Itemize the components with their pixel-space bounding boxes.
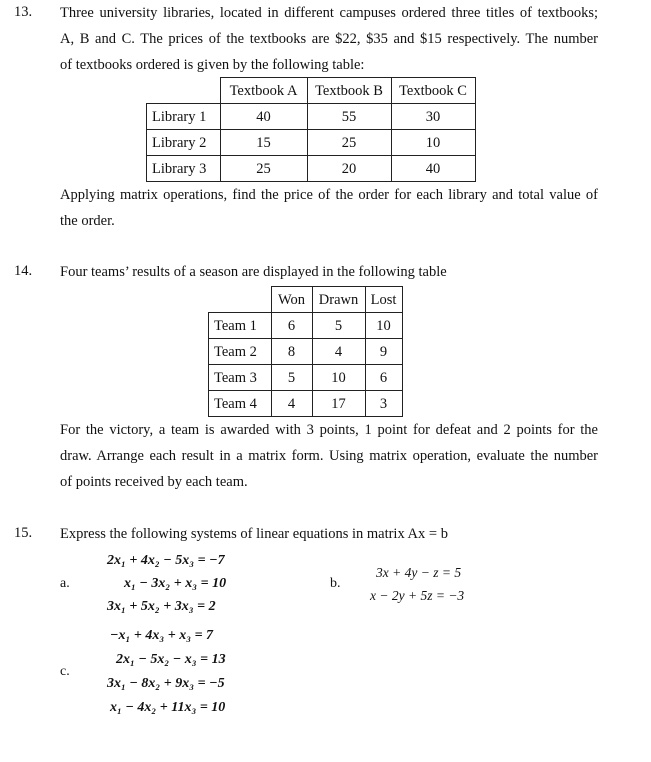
table-cell: 9 xyxy=(365,339,402,365)
equation-b-1: 3x + 4y − z = 5 xyxy=(376,565,462,580)
q14-after-line-1: For the victory, a team is awarded with 3 points, 1 point for defeat and 2 points for the xyxy=(60,422,598,438)
row-label: Team 4 xyxy=(209,391,272,417)
table-cell: 40 xyxy=(391,156,475,182)
question-15-text xyxy=(60,521,598,547)
equation-a-1: 2x₁ + 4x₂ − 5x₃ = −7 xyxy=(107,553,225,568)
table-cell: 8 xyxy=(271,339,312,365)
question-13-instruction xyxy=(60,182,598,234)
equation-c-4: x₁ − 4x₂ + 11x₃ = 10 xyxy=(110,700,226,715)
blank-corner-cell xyxy=(209,287,272,313)
table-row xyxy=(147,156,476,182)
table-header-row xyxy=(209,287,403,313)
table-cell: 55 xyxy=(307,104,391,130)
equation-b-2: x − 2y + 5z = −3 xyxy=(370,588,465,603)
column-header: Drawn xyxy=(312,287,365,313)
q13-after-line-1: Applying matrix operations, find the price of the order for each library and total value of xyxy=(60,187,598,203)
q13-line-2: A, B and C. The prices of the textbooks are $22, $35 and $15 respectively. The number xyxy=(60,31,598,47)
team-results-table xyxy=(208,286,403,417)
column-header: Won xyxy=(271,287,312,313)
table-cell: 20 xyxy=(307,156,391,182)
equation-c-2: 2x₁ − 5x₂ − x₃ = 13 xyxy=(116,652,226,667)
q14-after-line-3: of points received by each team. xyxy=(60,474,248,490)
row-label: Library 3 xyxy=(147,156,221,182)
q13-after-line-2: the order. xyxy=(60,213,115,229)
table-header-row xyxy=(147,78,476,104)
part-a-label: a. xyxy=(60,576,70,591)
equation-c-1: −x₁ + 4x₃ + x₃ = 7 xyxy=(110,628,214,643)
table-cell: 15 xyxy=(220,130,307,156)
table-cell: 5 xyxy=(312,313,365,339)
table-cell: 4 xyxy=(271,391,312,417)
equation-c-3: 3x₁ − 8x₂ + 9x₃ = −5 xyxy=(107,676,225,691)
table-cell: 25 xyxy=(307,130,391,156)
table-row xyxy=(209,391,403,417)
row-label: Team 3 xyxy=(209,365,272,391)
question-14-instruction xyxy=(60,417,598,495)
q13-line-1: Three university libraries, located in different campuses ordered three titles of textbooks; xyxy=(60,5,598,21)
table-cell: 40 xyxy=(220,104,307,130)
equation-a-2: x₁ − 3x₂ + x₃ = 10 xyxy=(124,576,227,591)
column-header: Textbook C xyxy=(391,78,475,104)
table-row xyxy=(147,104,476,130)
row-label: Library 1 xyxy=(147,104,221,130)
table-cell: 25 xyxy=(220,156,307,182)
table-row xyxy=(147,130,476,156)
table-cell: 3 xyxy=(365,391,402,417)
part-c-label: c. xyxy=(60,664,70,679)
table-cell: 10 xyxy=(391,130,475,156)
table-cell: 10 xyxy=(312,365,365,391)
table-cell: 10 xyxy=(365,313,402,339)
column-header: Textbook B xyxy=(307,78,391,104)
blank-corner-cell xyxy=(147,78,221,104)
question-15-number: 15. xyxy=(14,525,33,541)
q13-line-3: of textbooks ordered is given by the following table: xyxy=(60,57,365,73)
row-label: Team 1 xyxy=(209,313,272,339)
q15-line-1: Express the following systems of linear equations in matrix Ax = b xyxy=(60,526,448,542)
table-cell: 17 xyxy=(312,391,365,417)
row-label: Library 2 xyxy=(147,130,221,156)
column-header: Lost xyxy=(365,287,402,313)
table-cell: 4 xyxy=(312,339,365,365)
library-order-table xyxy=(146,77,476,182)
question-14-text xyxy=(60,259,598,285)
part-b-label: b. xyxy=(330,576,341,591)
table-row xyxy=(209,313,403,339)
table-cell: 6 xyxy=(271,313,312,339)
q14-after-line-2: draw. Arrange each result in a matrix form. Using matrix operation, evaluate the number xyxy=(60,448,598,464)
equation-a-3: 3x₁ + 5x₂ + 3x₃ = 2 xyxy=(107,599,216,614)
column-header: Textbook A xyxy=(220,78,307,104)
table-cell: 30 xyxy=(391,104,475,130)
row-label: Team 2 xyxy=(209,339,272,365)
table-row xyxy=(209,339,403,365)
table-row xyxy=(209,365,403,391)
question-13-number: 13. xyxy=(14,4,33,20)
question-13-text xyxy=(60,0,598,78)
q14-line-1: Four teams’ results of a season are displayed in the following table xyxy=(60,264,447,280)
table-cell: 5 xyxy=(271,365,312,391)
table-cell: 6 xyxy=(365,365,402,391)
question-14-number: 14. xyxy=(14,263,33,279)
